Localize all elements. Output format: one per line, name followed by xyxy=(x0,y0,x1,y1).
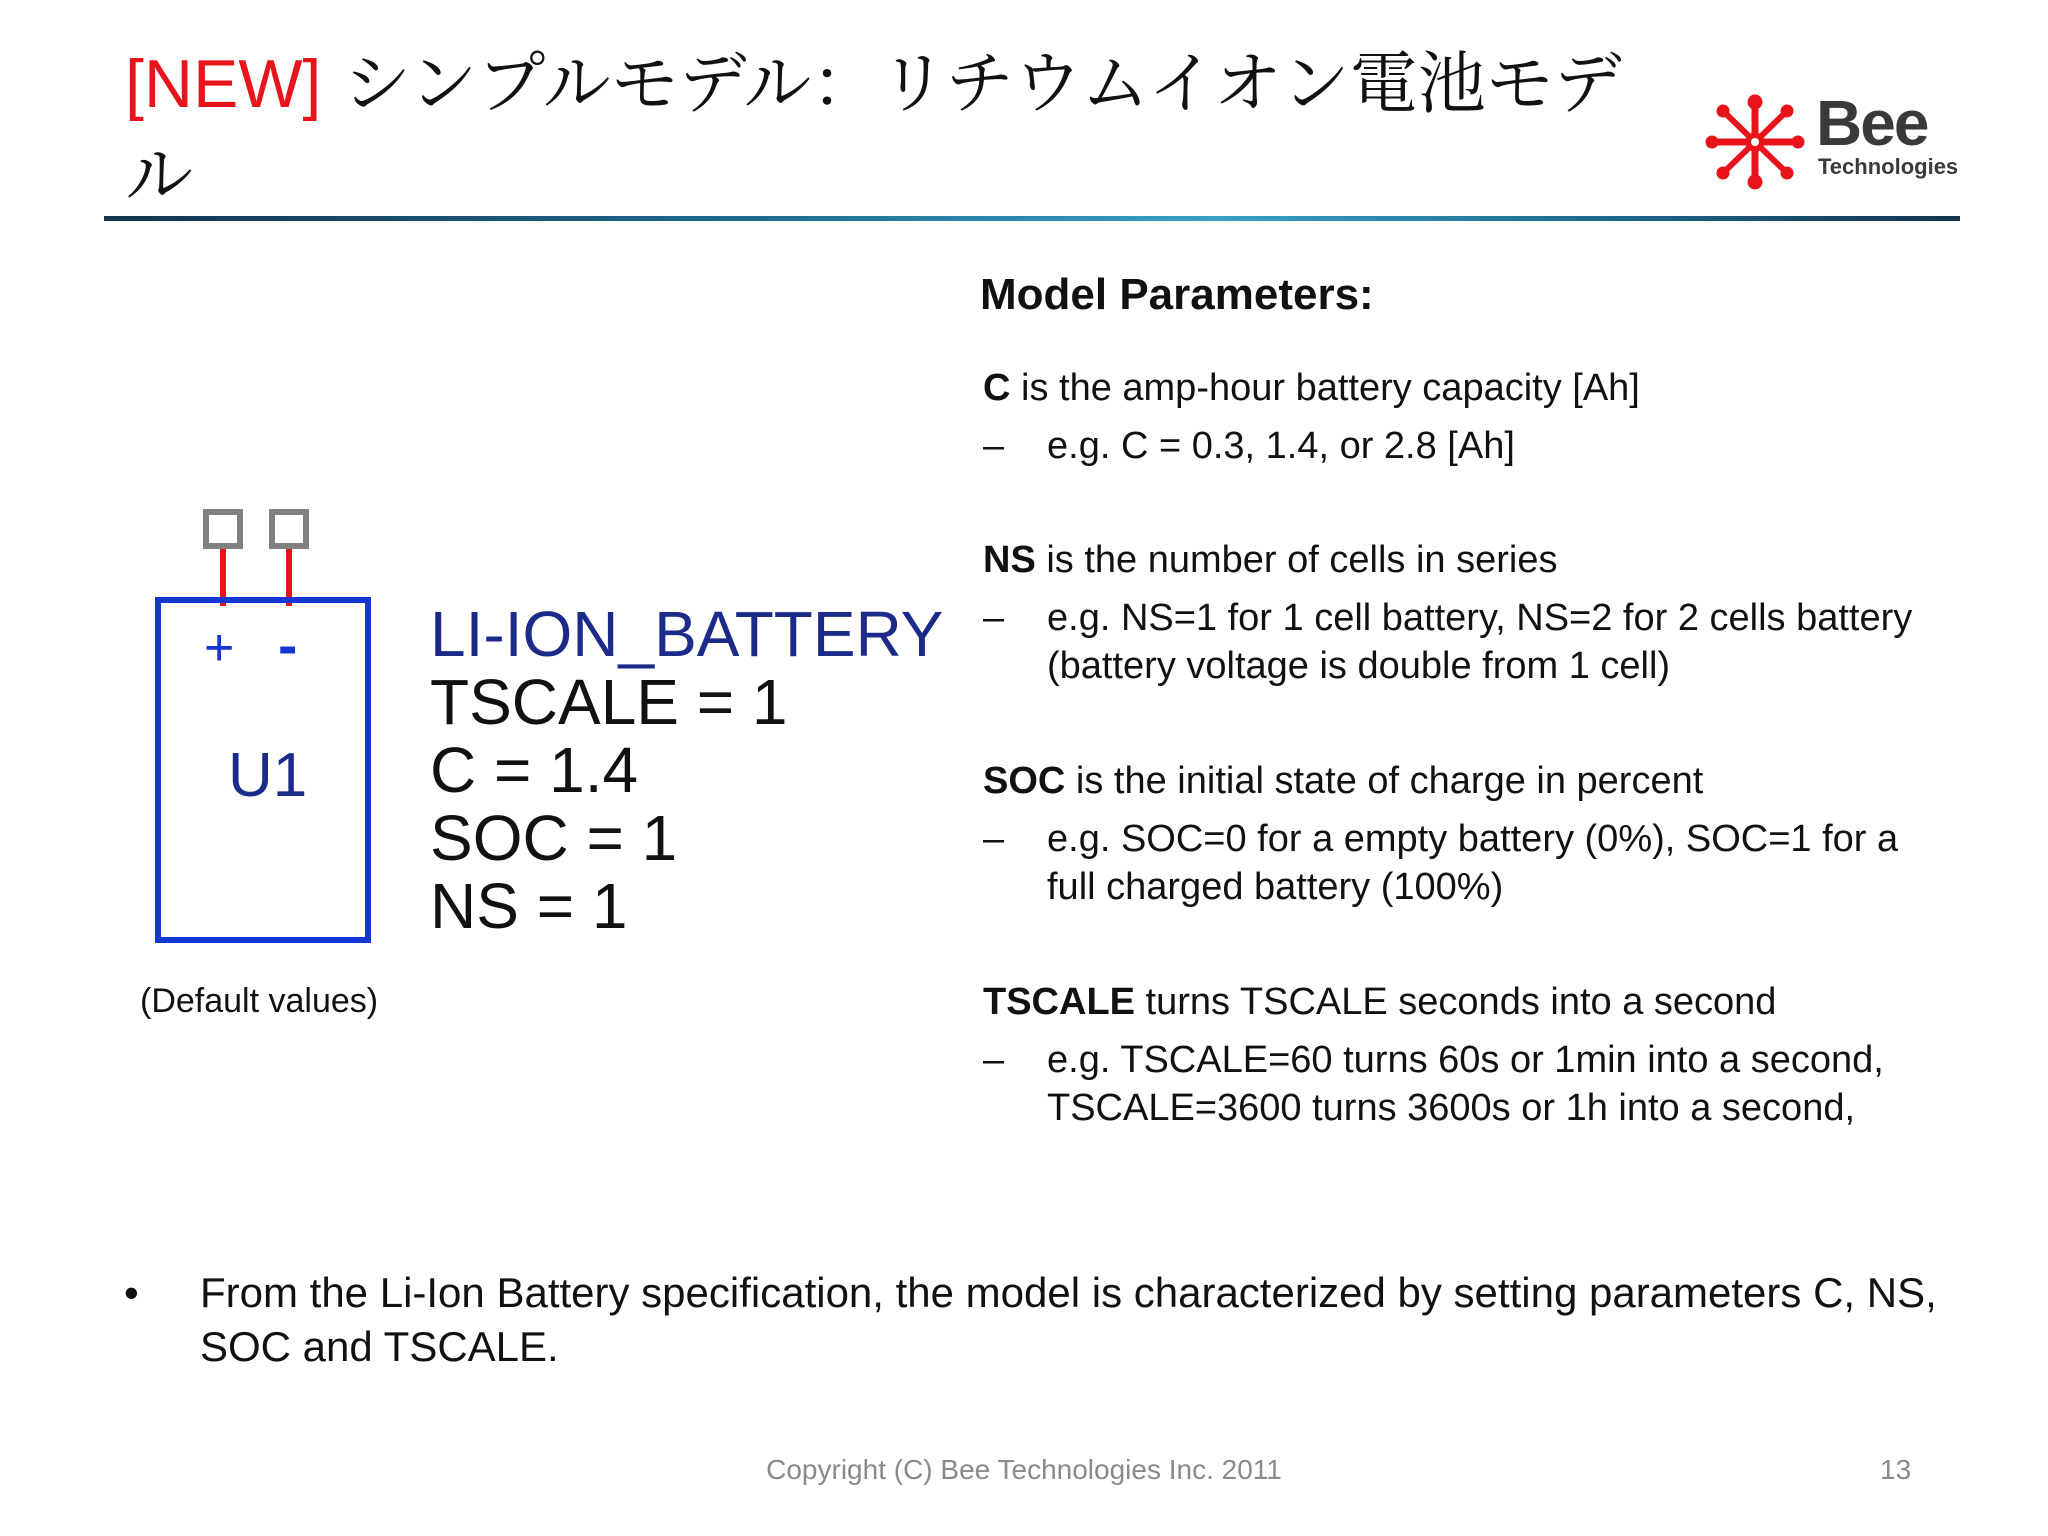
page-number: 13 xyxy=(1880,1454,1912,1485)
terminal-minus xyxy=(272,512,306,546)
battery-symbol xyxy=(148,500,388,950)
bullet-dot: • xyxy=(124,1269,139,1316)
dash: – xyxy=(983,818,1005,860)
dash: – xyxy=(983,425,1005,467)
param-tscale xyxy=(983,978,1776,1026)
param-key: C xyxy=(983,367,1011,409)
copyright: Copyright (C) Bee Technologies Inc. 2011 xyxy=(766,1454,1282,1485)
prop-soc: SOC = 1 xyxy=(430,802,678,874)
param-key: SOC xyxy=(983,760,1066,802)
terminal-plus xyxy=(206,512,240,546)
prop-ns: NS = 1 xyxy=(430,870,628,942)
param-example xyxy=(983,1036,1963,1180)
default-values-note: (Default values) xyxy=(140,982,379,1020)
param-desc: is the number of cells in series xyxy=(1035,539,1558,581)
param-example xyxy=(983,422,1963,470)
param-example xyxy=(983,594,1963,690)
param-c xyxy=(983,364,1640,412)
param-key: TSCALE xyxy=(983,981,1135,1023)
reference-designator: U1 xyxy=(228,741,308,810)
model-parameters-heading: Model Parameters: xyxy=(980,270,1374,319)
title-divider xyxy=(104,216,1960,221)
minus-label: - xyxy=(278,613,298,678)
example-text: e.g. C = 0.3, 1.4, or 2.8 [Ah] xyxy=(1047,425,1515,467)
param-soc xyxy=(983,757,1703,805)
title-tag: [NEW] xyxy=(125,46,322,122)
param-example xyxy=(983,815,1963,911)
bee-technologies-logo xyxy=(1700,87,1964,192)
param-desc: turns TSCALE seconds into a second xyxy=(1135,981,1777,1023)
param-key: NS xyxy=(983,539,1036,581)
part-name: LI-ION_BATTERY xyxy=(430,598,944,670)
prop-tscale: TSCALE = 1 xyxy=(430,666,788,738)
param-desc: is the amp-hour battery capacity [Ah] xyxy=(1010,367,1640,409)
logo-subtitle: Technologies xyxy=(1818,154,1959,179)
bee-star-icon xyxy=(1700,92,1810,192)
param-desc: is the initial state of charge in percent xyxy=(1065,760,1704,802)
example-text: e.g. SOC=0 for a empty battery (0%), SOC=1 for a full charged battery (100%) xyxy=(1047,818,1899,908)
example-text: e.g. TSCALE=60 turns 60s or 1min into a second, TSCALE=3600 turns 3600s or 1h into a second, xyxy=(1047,1039,1884,1129)
title-text: シンプルモデル：リチウムイオン電池モデル xyxy=(125,45,1622,216)
bullet-text: From the Li-Ion Battery specification, the model is characterized by setting parameters C, NS, SOC and TSCALE. xyxy=(200,1269,1937,1370)
dash: – xyxy=(983,1039,1005,1081)
dash: – xyxy=(983,597,1005,639)
slide-title xyxy=(125,38,1685,223)
example-text: e.g. NS=1 for 1 cell battery, NS=2 for 2 cells battery (battery voltage is double from 1 cell) xyxy=(1047,597,1913,687)
prop-c: C = 1.4 xyxy=(430,734,639,806)
logo-wordmark: Bee xyxy=(1816,87,1928,159)
symbol-properties xyxy=(430,600,943,940)
param-ns xyxy=(983,536,1557,584)
plus-label: + xyxy=(204,619,235,677)
